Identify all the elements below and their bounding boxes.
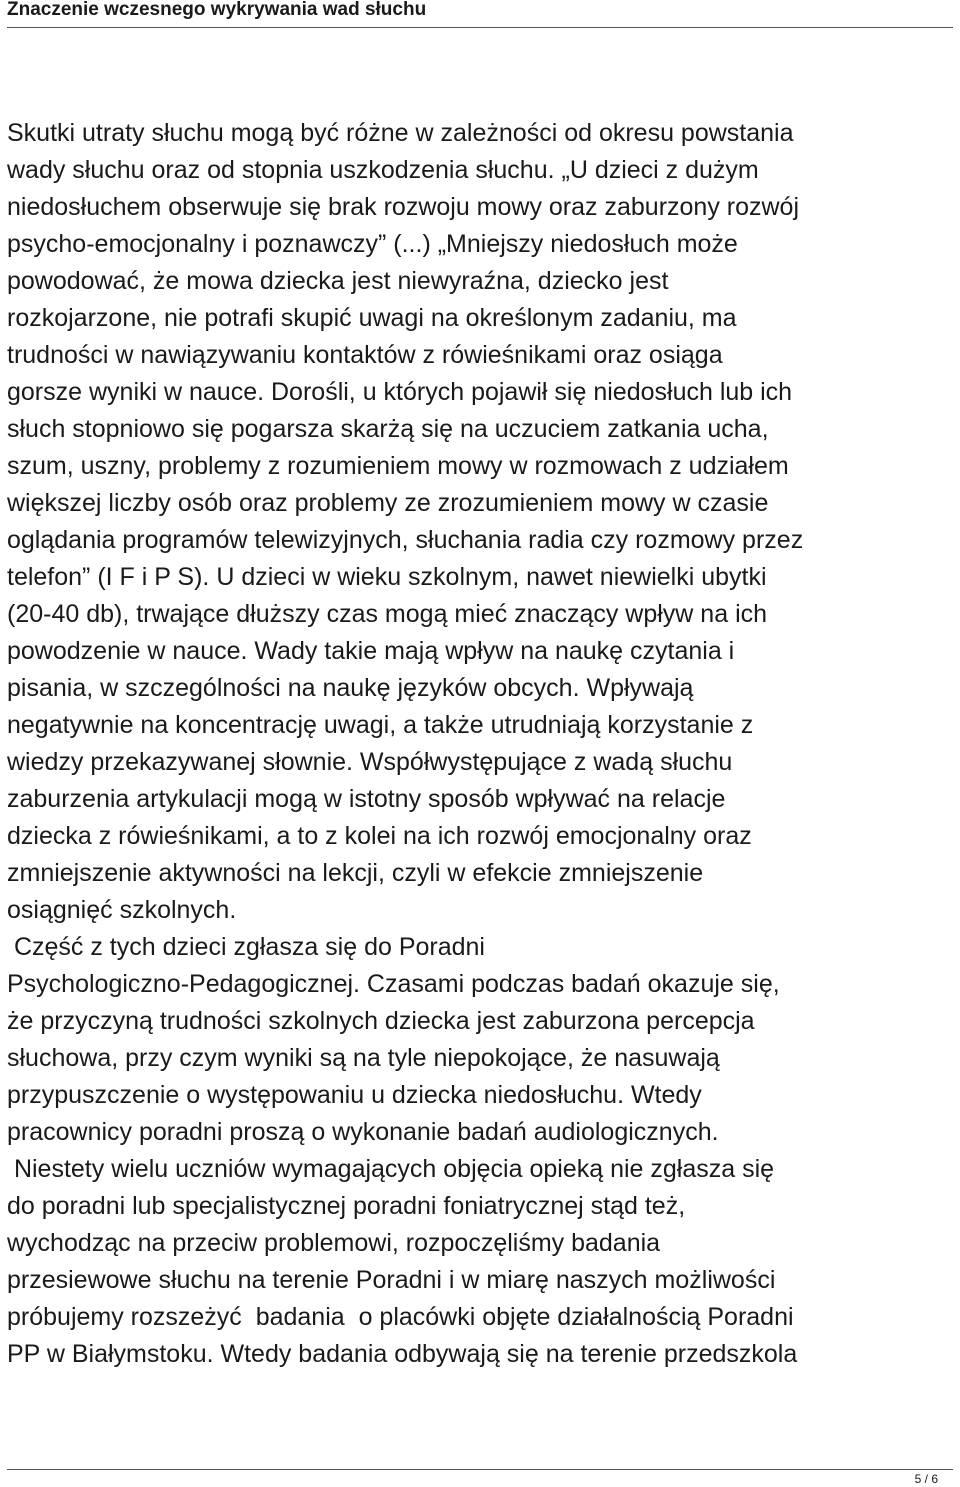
text-line: pisania, w szczególności na naukę języków obcych. Wpływają — [7, 674, 694, 702]
text-line: przesiewowe słuchu na terenie Poradni i w miarę naszych możliwości — [7, 1266, 776, 1294]
document-body — [7, 115, 959, 1373]
text-line: telefon” (I F i P S). U dzieci w wieku szkolnym, nawet niewielki ubytki — [7, 563, 767, 591]
text-line: Część z tych dzieci zgłasza się do Poradni — [7, 933, 485, 961]
text-line: Skutki utraty słuchu mogą być różne w zależności od okresu powstania — [7, 119, 794, 147]
text-line: psycho-emocjonalny i poznawczy” (...) „Mniejszy niedosłuch może — [7, 230, 738, 258]
text-line: próbujemy rozszeżyć badania o placówki objęte działalnością Poradni — [7, 1303, 794, 1331]
text-line: słuch stopniowo się pogarsza skarżą się na uczuciem zatkania ucha, — [7, 415, 769, 443]
text-line: PP w Białymstoku. Wtedy badania odbywają się na terenie przedszkola — [7, 1340, 798, 1368]
text-line: do poradni lub specjalistycznej poradni foniatrycznej stąd też, — [7, 1192, 686, 1220]
text-line: Niestety wielu uczniów wymagających objęcia opieką nie zgłasza się — [7, 1155, 775, 1183]
footer-divider — [7, 1469, 953, 1470]
text-line: że przyczyną trudności szkolnych dziecka jest zaburzona percepcja — [7, 1007, 755, 1035]
text-line: trudności w nawiązywaniu kontaktów z rówieśnikami oraz osiąga — [7, 341, 723, 369]
text-line: wychodząc na przeciw problemowi, rozpoczęliśmy badania — [7, 1229, 661, 1257]
text-line: zaburzenia artykulacji mogą w istotny sposób wpływać na relacje — [7, 785, 726, 813]
page-number: 5 / 6 — [914, 1472, 938, 1486]
text-line: negatywnie na koncentrację uwagi, a także utrudniają korzystanie z — [7, 711, 754, 739]
text-line: niedosłuchem obserwuje się brak rozwoju mowy oraz zaburzony rozwój — [7, 193, 800, 221]
text-line: pracownicy poradni proszą o wykonanie badań audiologicznych. — [7, 1118, 719, 1146]
text-line: dziecka z rówieśnikami, a to z kolei na ich rozwój emocjonalny oraz — [7, 822, 752, 850]
text-line: powodować, że mowa dziecka jest niewyraźna, dziecko jest — [7, 267, 669, 295]
text-line: szum, uszny, problemy z rozumieniem mowy w rozmowach z udziałem — [7, 452, 789, 480]
text-line: gorsze wyniki w nauce. Dorośli, u których pojawił się niedosłuch lub ich — [7, 378, 793, 406]
text-line: przypuszczenie o występowaniu u dziecka niedosłuchu. Wtedy — [7, 1081, 702, 1109]
text-line: powodzenie w nauce. Wady takie mają wpływ na naukę czytania i — [7, 637, 735, 665]
text-line: (20-40 db), trwające dłuższy czas mogą mieć znaczący wpływ na ich — [7, 600, 768, 628]
text-line: wady słuchu oraz od stopnia uszkodzenia słuchu. „U dzieci z dużym — [7, 156, 759, 184]
header-divider — [7, 27, 953, 28]
text-line: oglądania programów telewizyjnych, słuchania radia czy rozmowy przez — [7, 526, 804, 554]
text-line: większej liczby osób oraz problemy ze zrozumieniem mowy w czasie — [7, 489, 769, 517]
text-line: osiągnięć szkolnych. — [7, 896, 237, 924]
document-title: Znaczenie wczesnego wykrywania wad słuchu — [7, 0, 427, 20]
text-line: słuchowa, przy czym wyniki są na tyle niepokojące, że nasuwają — [7, 1044, 720, 1072]
text-line: zmniejszenie aktywności na lekcji, czyli w efekcie zmniejszenie — [7, 859, 704, 887]
text-line: Psychologiczno-Pedagogicznej. Czasami podczas badań okazuje się, — [7, 970, 780, 998]
text-line: rozkojarzone, nie potrafi skupić uwagi na określonym zadaniu, ma — [7, 304, 737, 332]
text-line: wiedzy przekazywanej słownie. Współwystępujące z wadą słuchu — [7, 748, 733, 776]
